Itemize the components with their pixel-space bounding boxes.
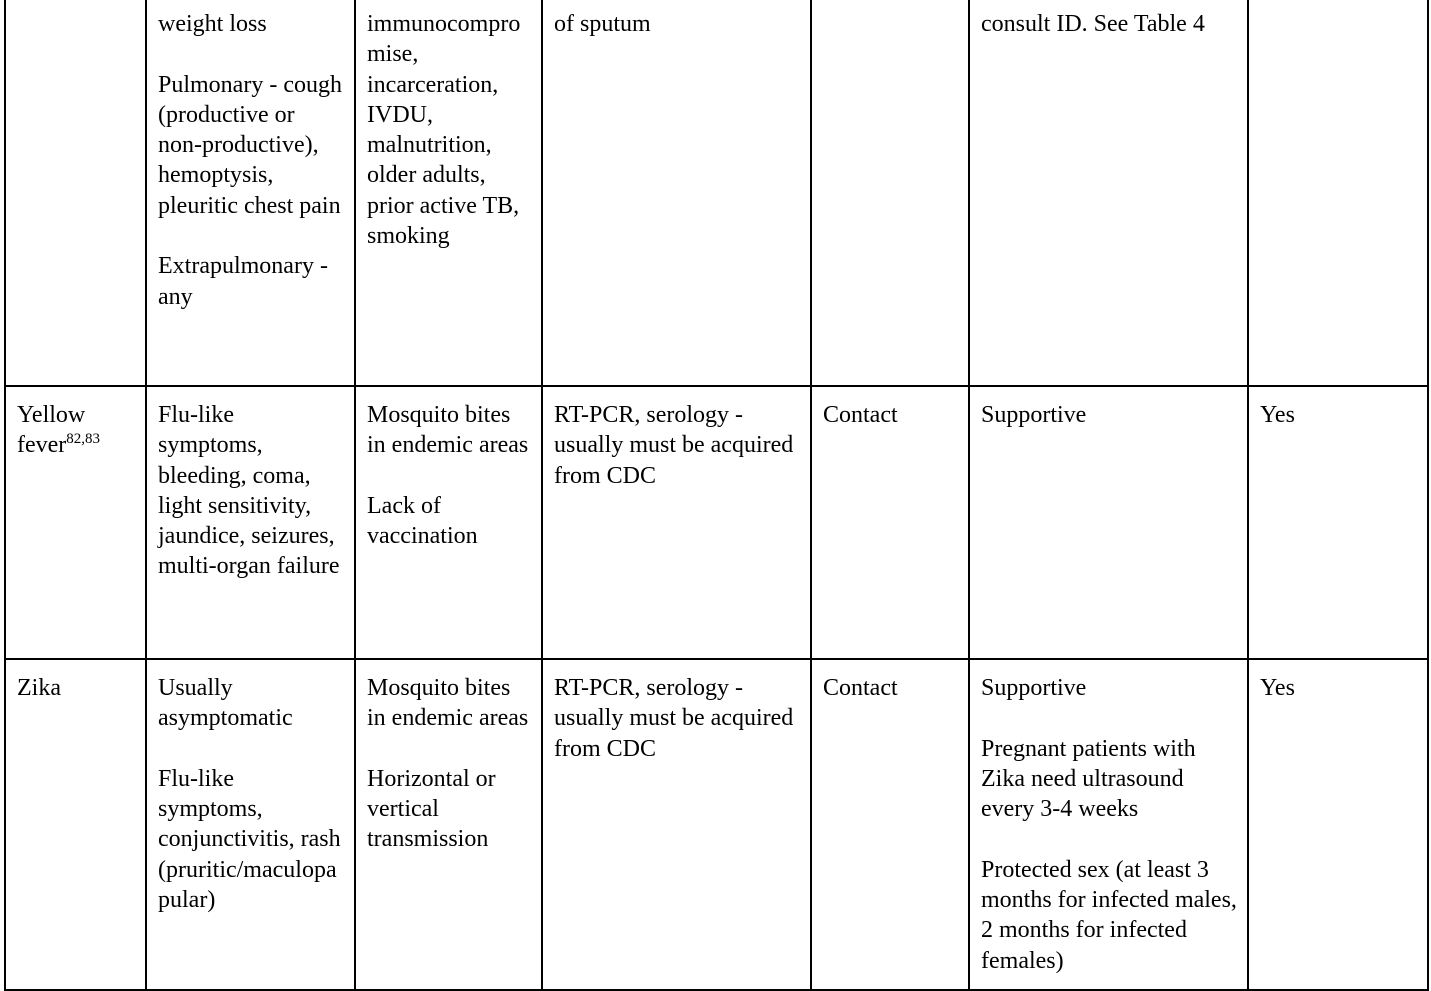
cell-reportable	[1248, 0, 1428, 386]
cell-paragraph: Usually asymptomatic	[158, 675, 293, 732]
cell-paragraph: Supportive	[981, 675, 1087, 701]
cell-paragraph: Lack of vaccination	[367, 492, 478, 550]
cell-paragraph: Yes	[1260, 402, 1295, 428]
cell-symptoms	[146, 659, 355, 990]
cell-risk-factors	[355, 659, 542, 990]
cell-reportable	[1248, 386, 1428, 659]
cell-treatment	[969, 659, 1248, 990]
cell-treatment	[969, 0, 1248, 386]
cell-diagnosis	[542, 386, 811, 659]
disease-name: Yellow fever	[17, 402, 86, 459]
cell-diagnosis	[542, 659, 811, 990]
cell-paragraph: Horizontal or vertical transmission	[367, 765, 496, 853]
cell-precautions	[811, 386, 969, 659]
cell-paragraph: Contact	[823, 675, 898, 701]
cell-paragraph: Extrapulmonary - any	[158, 253, 328, 310]
reference-superscript: 82,83	[66, 431, 101, 448]
cell-symptoms	[146, 386, 355, 659]
cell-paragraph: of sputum	[554, 11, 651, 37]
cell-diagnosis	[542, 0, 811, 386]
cell-paragraph: RT-PCR, serology - usually must be acquired from CDC	[554, 402, 794, 489]
cell-precautions	[811, 0, 969, 386]
cell-paragraph: Mosquito bites in endemic areas	[367, 402, 529, 459]
cell-paragraph: immunocompromise, incarceration, IVDU, malnutrition, older adults, prior active TB, smoking	[367, 11, 521, 250]
cell-symptoms	[146, 0, 355, 386]
cell-paragraph: consult ID. See Table 4	[981, 11, 1205, 37]
cell-disease	[5, 386, 146, 659]
table-row-yellow-fever	[5, 386, 1428, 659]
cell-treatment	[969, 386, 1248, 659]
disease-name: Zika	[17, 675, 61, 701]
cell-paragraph: Supportive	[981, 402, 1087, 428]
cell-paragraph: Pregnant patients with Zika need ultrasound every 3-4 weeks	[981, 735, 1196, 823]
cell-paragraph: Flu-like symptoms, bleeding, coma, light sensitivity, jaundice, seizures, multi-organ failure	[158, 402, 340, 580]
cell-paragraph: Mosquito bites in endemic areas	[367, 675, 529, 732]
cell-paragraph: Flu-like symptoms, conjunctivitis, rash (pruritic/maculopapular)	[158, 765, 341, 914]
cell-reportable	[1248, 659, 1428, 990]
cell-paragraph: Pulmonary - cough (productive or non-productive), hemoptysis, pleuritic chest pain	[158, 71, 342, 219]
cell-risk-factors	[355, 0, 542, 386]
cell-risk-factors	[355, 386, 542, 659]
cell-disease	[5, 659, 146, 990]
table-row-tb-continued	[5, 0, 1428, 386]
table-row-zika	[5, 659, 1428, 990]
cell-paragraph: RT-PCR, serology - usually must be acquired from CDC	[554, 675, 794, 762]
cell-disease	[5, 0, 146, 386]
cell-paragraph: Yes	[1260, 675, 1295, 701]
cell-paragraph: Contact	[823, 402, 898, 428]
disease-table	[4, 0, 1429, 991]
cell-precautions	[811, 659, 969, 990]
cell-paragraph: weight loss	[158, 11, 267, 37]
cell-paragraph: Protected sex (at least 3 months for infected males, 2 months for infected females)	[981, 856, 1237, 974]
